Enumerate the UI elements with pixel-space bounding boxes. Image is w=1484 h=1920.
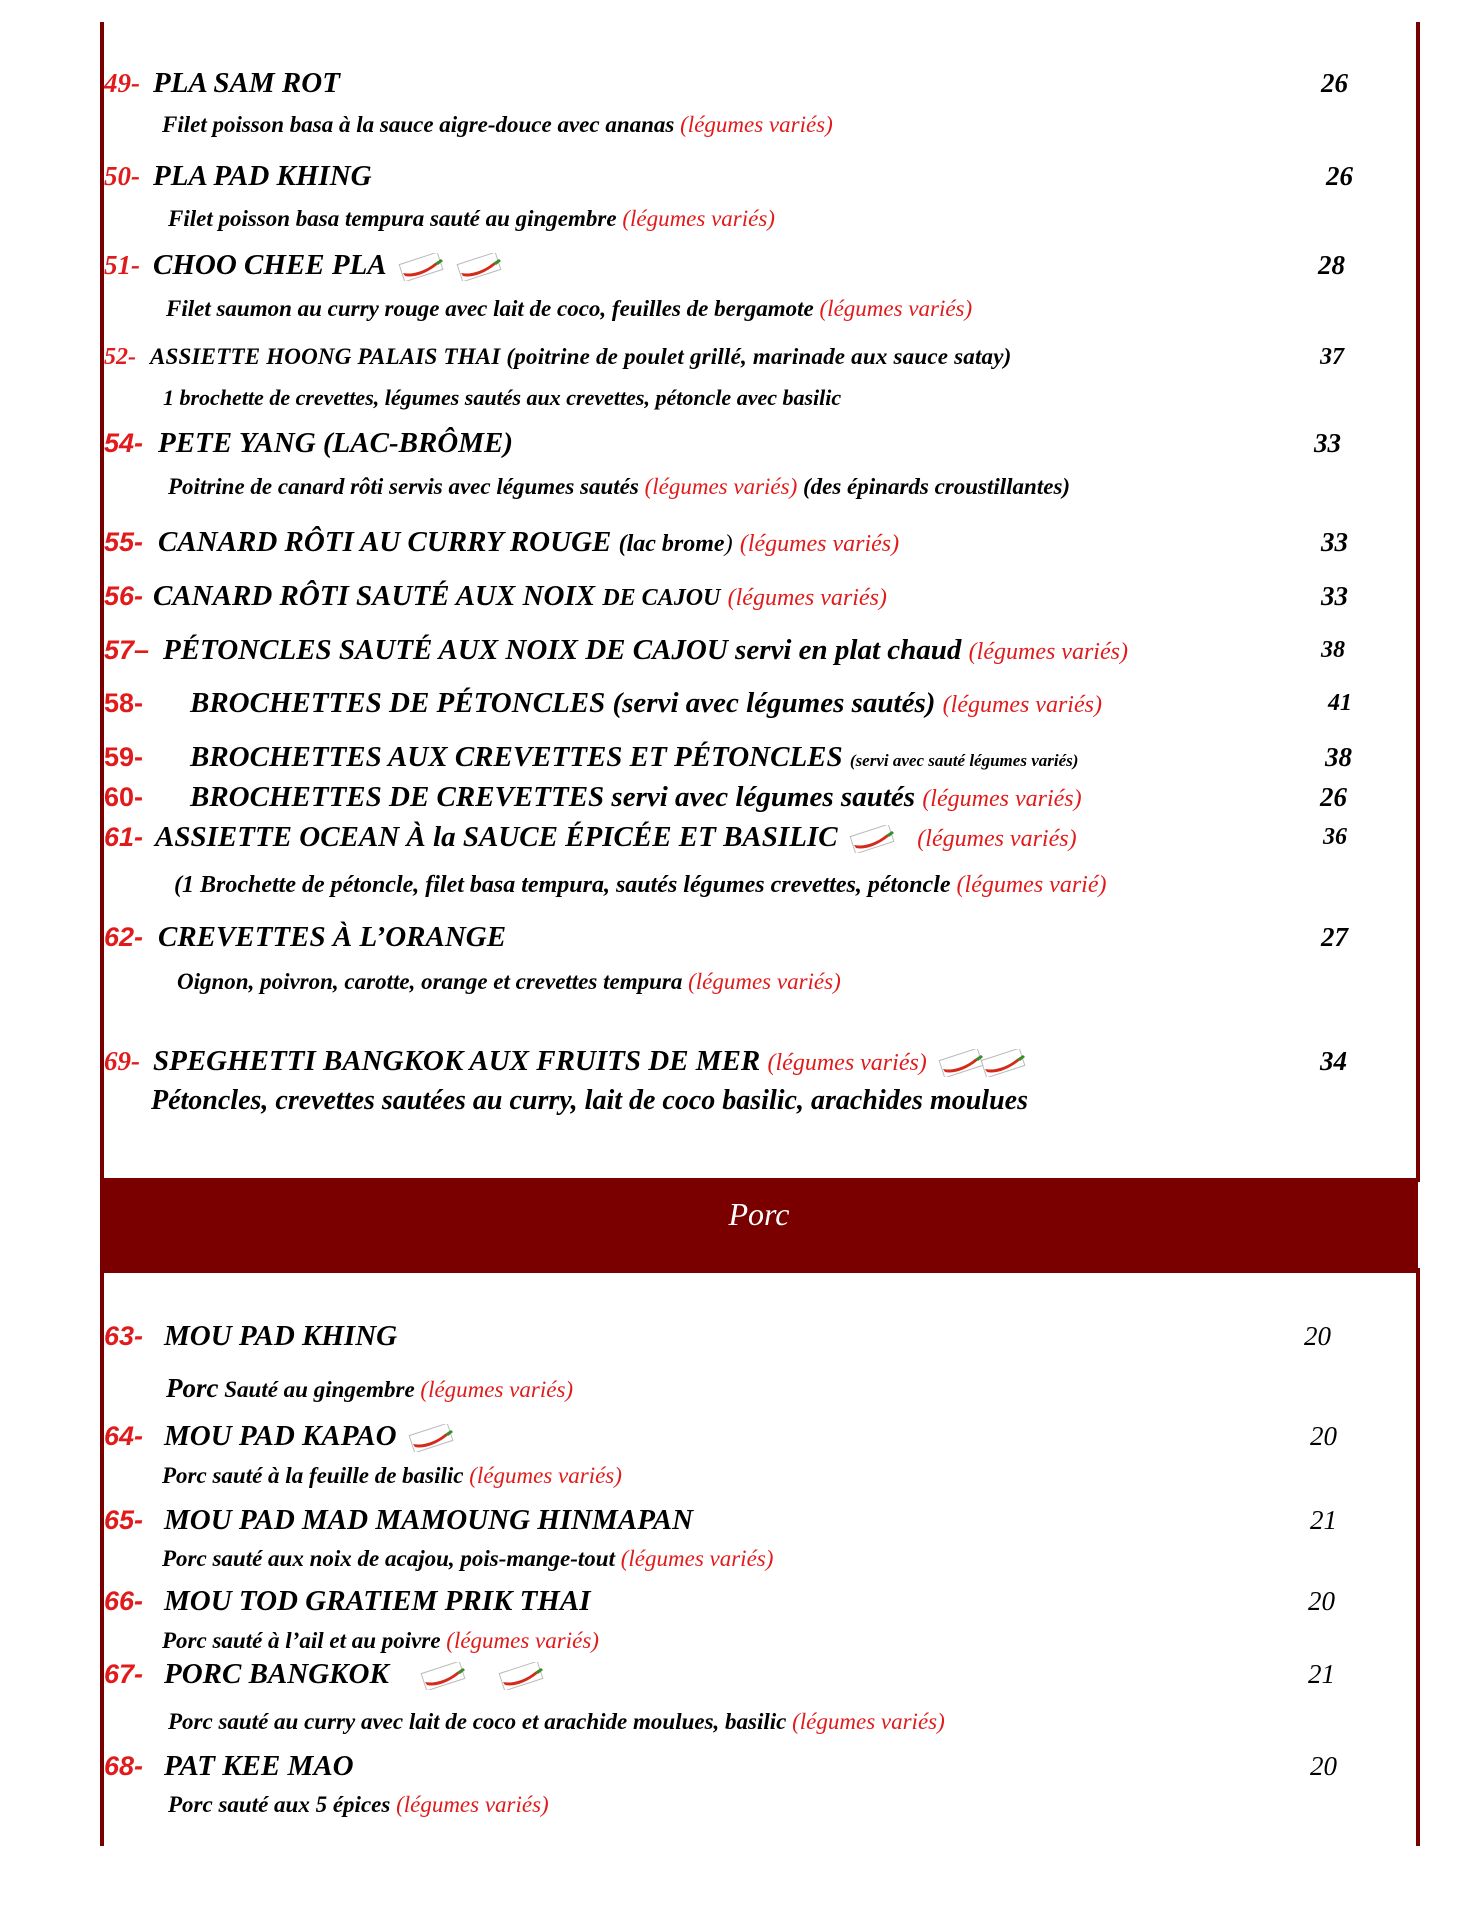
item-number: 51- <box>104 250 140 280</box>
item-number: 66- <box>104 1586 144 1616</box>
chili-pepper-icon <box>937 1049 985 1077</box>
item-description: (1 Brochette de pétoncle, filet basa tempura, sautés légumes crevettes, pétoncle (légumes varié) <box>174 872 1107 898</box>
item-description: Oignon, poivron, carotte, orange et crevettes tempura (légumes variés) <box>177 969 841 994</box>
item-description: Filet poisson basa à la sauce aigre-douce avec ananas (légumes variés) <box>162 112 833 137</box>
item-name: ASSIETTE HOONG PALAIS THAI (poitrine de poulet grillé, marinade aux sauce satay) <box>150 344 1012 369</box>
item-number: 60- <box>104 782 144 812</box>
item-price: 21 <box>1310 1505 1337 1535</box>
chili-pepper-icon <box>497 1662 545 1690</box>
item-number: 58- <box>104 688 144 718</box>
item-name: MOU TOD GRATIEM PRIK THAI <box>164 1585 591 1617</box>
chili-pepper-icon <box>455 253 503 281</box>
item-number: 54- <box>104 428 144 458</box>
item-description: Porc sauté à la feuille de basilic (légumes variés) <box>162 1463 622 1488</box>
item-name: CANARD RÔTI AU CURRY ROUGE (lac brome) (légumes variés) <box>158 526 900 558</box>
item-name: PAT KEE MAO <box>164 1750 354 1782</box>
item-description: Filet poisson basa tempura sauté au gingembre (légumes variés) <box>168 206 775 231</box>
item-price: 41 <box>1328 690 1352 716</box>
item-price: 26 <box>1321 68 1348 98</box>
item-price: 38 <box>1321 637 1345 663</box>
item-name: MOU PAD KHING <box>164 1320 398 1352</box>
item-number: 55- <box>104 527 144 557</box>
item-name: ASSIETTE OCEAN À la SAUCE ÉPICÉE ET BASILIC (légumes variés) <box>155 821 1077 853</box>
chili-pepper-icon <box>419 1662 467 1690</box>
item-price: 37 <box>1320 344 1344 370</box>
item-price: 20 <box>1304 1321 1331 1351</box>
item-number: 49- <box>104 68 140 98</box>
chili-pepper-icon <box>397 253 445 281</box>
item-price: 33 <box>1321 527 1348 557</box>
item-price: 38 <box>1325 742 1352 772</box>
item-name: MOU PAD KAPAO <box>164 1419 455 1453</box>
item-description: Porc sauté aux noix de acajou, pois-mange-tout (légumes variés) <box>162 1546 774 1571</box>
item-number: 68- <box>104 1751 144 1781</box>
item-price: 26 <box>1320 782 1347 812</box>
item-number: 63- <box>104 1321 144 1351</box>
item-name: CANARD RÔTI SAUTÉ AUX NOIX DE CAJOU (légumes variés) <box>153 580 887 612</box>
item-description: Porc sauté à l’ail et au poivre (légumes variés) <box>162 1628 599 1653</box>
chili-pepper-icon <box>848 825 896 853</box>
chili-pepper-icon <box>407 1424 455 1452</box>
item-name: BROCHETTES AUX CREVETTES ET PÉTONCLES (servi avec sauté légumes variés) <box>190 741 1079 773</box>
item-name: CHOO CHEE PLA <box>153 248 503 282</box>
chili-pepper-icon <box>979 1049 1027 1077</box>
item-description: Pétoncles, crevettes sautées au curry, lait de coco basilic, arachides moulues <box>151 1085 1028 1116</box>
item-price: 33 <box>1314 428 1341 458</box>
item-number: 56- <box>104 581 144 611</box>
item-number: 65- <box>104 1505 144 1535</box>
item-description: Porc sauté au curry avec lait de coco et arachide moulues, basilic (légumes variés) <box>168 1709 945 1734</box>
item-number: 52- <box>104 344 136 370</box>
item-name: PLA PAD KHING <box>153 160 372 192</box>
item-price: 20 <box>1310 1421 1337 1451</box>
item-description: 1 brochette de crevettes, légumes sautés aux crevettes, pétoncle avec basilic <box>163 385 842 410</box>
item-number: 62- <box>104 922 144 952</box>
item-name: PÉTONCLES SAUTÉ AUX NOIX DE CAJOU servi en plat chaud (légumes variés) <box>163 634 1128 666</box>
item-price: 36 <box>1323 824 1347 850</box>
item-price: 20 <box>1308 1586 1335 1616</box>
section-title: Porc <box>728 1196 790 1232</box>
item-number: 59- <box>104 742 144 772</box>
item-name: MOU PAD MAD MAMOUNG HINMAPAN <box>164 1504 694 1536</box>
item-price: 26 <box>1326 161 1353 191</box>
item-price: 27 <box>1321 922 1348 952</box>
frame-right-bottom <box>1416 1268 1420 1846</box>
item-name: PETE YANG (LAC-BRÔME) <box>158 427 514 459</box>
item-name: PORC BANGKOK <box>164 1657 545 1691</box>
item-number: 61- <box>104 822 144 852</box>
item-number: 50- <box>104 161 140 191</box>
item-number: 67- <box>104 1659 144 1689</box>
item-description: Porc sauté aux 5 épices (légumes variés) <box>168 1792 549 1817</box>
item-name: BROCHETTES DE PÉTONCLES (servi avec légumes sautés) (légumes variés) <box>190 687 1102 719</box>
item-number: 69- <box>104 1046 140 1076</box>
item-description: Poitrine de canard rôti servis avec légumes sautés (légumes variés) (des épinards croustillantes) <box>168 474 1071 499</box>
item-description: Filet saumon au curry rouge avec lait de coco, feuilles de bergamote (légumes variés) <box>166 296 973 321</box>
item-name: BROCHETTES DE CREVETTES servi avec légumes sautés (légumes variés) <box>190 781 1082 813</box>
item-price: 21 <box>1308 1659 1335 1689</box>
item-price: 28 <box>1318 250 1345 280</box>
item-price: 34 <box>1320 1046 1347 1076</box>
item-number: 57– <box>104 635 150 665</box>
section-banner-porc <box>100 1178 1418 1273</box>
item-number: 64- <box>104 1421 144 1451</box>
item-name: PLA SAM ROT <box>153 67 340 99</box>
item-price: 33 <box>1321 581 1348 611</box>
frame-right-top <box>1416 22 1420 1182</box>
item-description: Porc Sauté au gingembre (légumes variés) <box>166 1373 574 1403</box>
item-name: SPEGHETTI BANGKOK AUX FRUITS DE MER (légumes variés) <box>153 1044 1027 1080</box>
item-price: 20 <box>1310 1751 1337 1781</box>
item-name: CREVETTES À L’ORANGE <box>158 921 507 953</box>
